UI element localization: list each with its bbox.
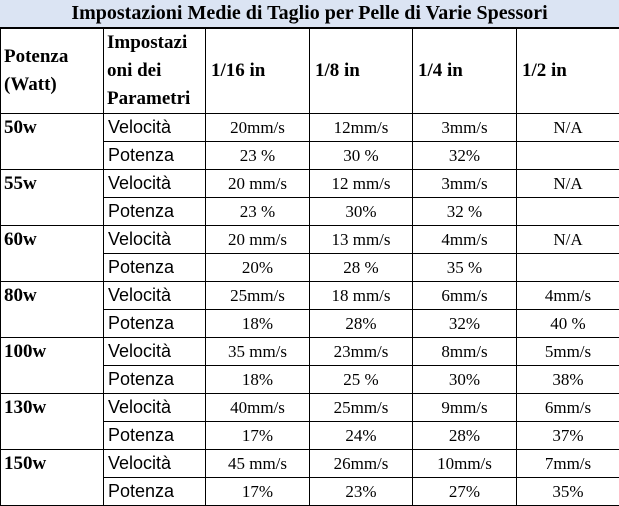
watt-label-spacer	[1, 366, 104, 394]
speed-cell: 26mm/s	[310, 450, 413, 478]
speed-cell: 12 mm/s	[310, 170, 413, 198]
power-cell: 24%	[310, 422, 413, 450]
header-params-line-3: Parametri	[107, 88, 191, 109]
table-row-speed	[1, 226, 619, 254]
table-row-speed	[1, 282, 619, 310]
header-size-1-8: 1/8 in	[310, 29, 413, 114]
table-row-speed	[1, 114, 619, 142]
power-cell: 23%	[310, 478, 413, 506]
speed-cell: 7mm/s	[517, 450, 619, 478]
table-row-speed	[1, 450, 619, 478]
power-cell: 32 %	[413, 198, 517, 226]
watt-label-spacer	[1, 198, 104, 226]
watt-label-spacer	[1, 254, 104, 282]
power-cell: 23 %	[206, 198, 310, 226]
param-label-speed: Velocità	[104, 170, 206, 198]
power-cell: 28%	[310, 310, 413, 338]
watt-label: 80w	[1, 282, 104, 310]
watt-label: 150w	[1, 450, 104, 478]
speed-cell: 35 mm/s	[206, 338, 310, 366]
power-cell: 17%	[206, 478, 310, 506]
table-row-power	[1, 142, 619, 170]
power-cell: 30%	[413, 366, 517, 394]
speed-cell: 18 mm/s	[310, 282, 413, 310]
power-cell	[517, 142, 619, 170]
speed-cell: 20 mm/s	[206, 170, 310, 198]
param-label-power: Potenza	[104, 254, 206, 282]
param-label-speed: Velocità	[104, 450, 206, 478]
speed-cell: 4mm/s	[413, 226, 517, 254]
power-cell: 25 %	[310, 366, 413, 394]
speed-cell: 3mm/s	[413, 114, 517, 142]
power-cell	[517, 198, 619, 226]
param-label-power: Potenza	[104, 142, 206, 170]
param-label-power: Potenza	[104, 310, 206, 338]
speed-cell: 25mm/s	[310, 394, 413, 422]
speed-cell: 4mm/s	[517, 282, 619, 310]
power-cell: 38%	[517, 366, 619, 394]
power-cell: 18%	[206, 310, 310, 338]
header-power-watt	[1, 29, 104, 114]
param-label-power: Potenza	[104, 422, 206, 450]
power-cell	[517, 254, 619, 282]
power-cell: 40 %	[517, 310, 619, 338]
param-label-speed: Velocità	[104, 282, 206, 310]
header-watt-line: (Watt)	[4, 74, 57, 95]
param-label-speed: Velocità	[104, 394, 206, 422]
speed-cell: 25mm/s	[206, 282, 310, 310]
header-size-1-4: 1/4 in	[413, 29, 517, 114]
power-cell: 28 %	[310, 254, 413, 282]
power-cell: 32%	[413, 310, 517, 338]
power-cell: 35%	[517, 478, 619, 506]
power-cell: 30%	[310, 198, 413, 226]
watt-label: 55w	[1, 170, 104, 198]
speed-cell: 8mm/s	[413, 338, 517, 366]
speed-cell: 12mm/s	[310, 114, 413, 142]
table-row-speed	[1, 338, 619, 366]
param-label-power: Potenza	[104, 478, 206, 506]
table-row-power	[1, 478, 619, 506]
header-params-line-1: Impostazi	[107, 32, 188, 53]
power-cell: 17%	[206, 422, 310, 450]
table-row-power	[1, 366, 619, 394]
speed-cell: 5mm/s	[517, 338, 619, 366]
param-label-speed: Velocità	[104, 226, 206, 254]
speed-cell: 10mm/s	[413, 450, 517, 478]
speed-cell: 3mm/s	[413, 170, 517, 198]
header-power-line: Potenza	[4, 46, 69, 67]
watt-label-spacer	[1, 142, 104, 170]
table-title: Impostazioni Medie di Taglio per Pelle di Varie Spessori	[0, 0, 619, 28]
table-row-speed	[1, 170, 619, 198]
speed-cell: 20 mm/s	[206, 226, 310, 254]
speed-cell: 45 mm/s	[206, 450, 310, 478]
table-row-power	[1, 422, 619, 450]
watt-label: 50w	[1, 114, 104, 142]
power-cell: 27%	[413, 478, 517, 506]
speed-cell: 6mm/s	[413, 282, 517, 310]
power-cell: 18%	[206, 366, 310, 394]
param-label-power: Potenza	[104, 366, 206, 394]
speed-cell: 13 mm/s	[310, 226, 413, 254]
speed-cell: 40mm/s	[206, 394, 310, 422]
watt-label: 100w	[1, 338, 104, 366]
watt-label: 60w	[1, 226, 104, 254]
speed-cell: 20mm/s	[206, 114, 310, 142]
speed-cell: N/A	[517, 114, 619, 142]
power-cell: 37%	[517, 422, 619, 450]
param-label-power: Potenza	[104, 198, 206, 226]
watt-label-spacer	[1, 478, 104, 506]
header-size-1-2: 1/2 in	[517, 29, 619, 114]
header-parameters	[104, 29, 206, 114]
watt-label-spacer	[1, 422, 104, 450]
speed-cell: N/A	[517, 226, 619, 254]
speed-cell: N/A	[517, 170, 619, 198]
speed-cell: 6mm/s	[517, 394, 619, 422]
power-cell: 32%	[413, 142, 517, 170]
param-label-speed: Velocità	[104, 114, 206, 142]
header-row	[1, 29, 619, 114]
param-label-speed: Velocità	[104, 338, 206, 366]
header-size-1-16: 1/16 in	[206, 29, 310, 114]
table-row-power	[1, 254, 619, 282]
cutting-settings-table	[0, 28, 619, 506]
watt-label: 130w	[1, 394, 104, 422]
power-cell: 30 %	[310, 142, 413, 170]
table-row-power	[1, 198, 619, 226]
table-row-power	[1, 310, 619, 338]
power-cell: 28%	[413, 422, 517, 450]
power-cell: 23 %	[206, 142, 310, 170]
header-params-line-2: oni dei	[107, 60, 162, 81]
speed-cell: 9mm/s	[413, 394, 517, 422]
watt-label-spacer	[1, 310, 104, 338]
power-cell: 35 %	[413, 254, 517, 282]
speed-cell: 23mm/s	[310, 338, 413, 366]
power-cell: 20%	[206, 254, 310, 282]
table-row-speed	[1, 394, 619, 422]
